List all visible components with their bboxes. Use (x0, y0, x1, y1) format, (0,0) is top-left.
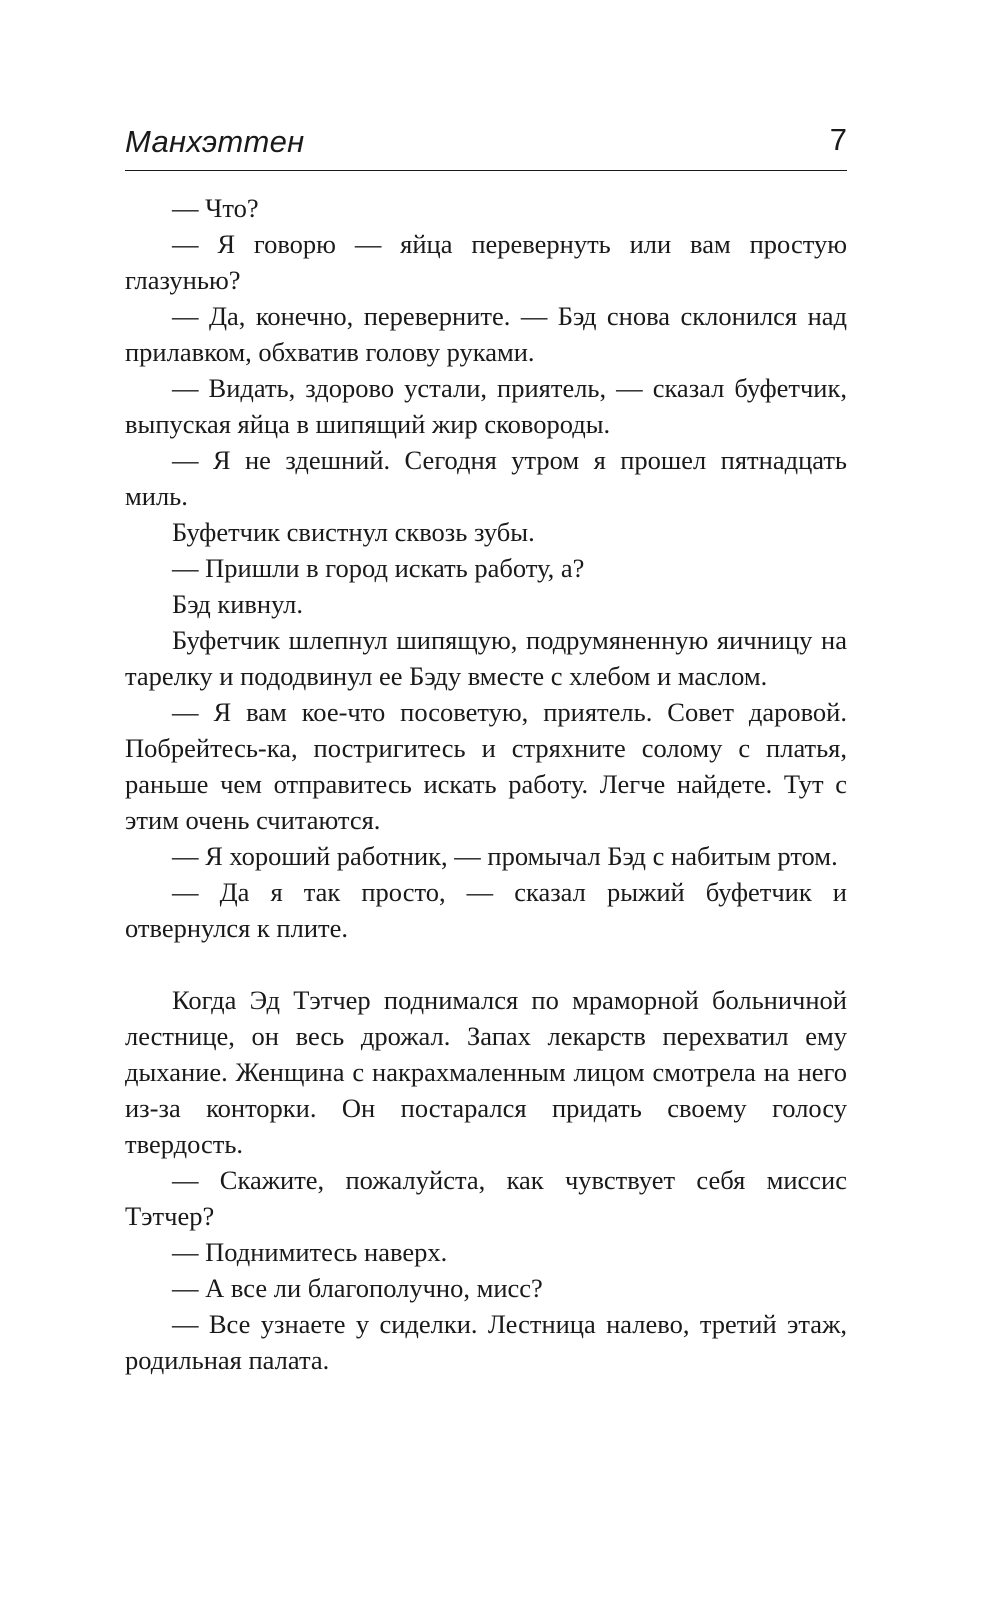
paragraph: — Да я так просто, — сказал рыжий буфетчик и отвернулся к плите. (125, 877, 847, 943)
body-text (125, 190, 847, 1378)
running-title: Манхэттен (125, 124, 305, 159)
paragraph: — Да, конечно, переверните. — Бэд снова склонился над прилавком, обхватив голову руками. (125, 301, 847, 367)
paragraph: — Что? (172, 193, 259, 223)
paragraph: — Скажите, пожалуйста, как чувствует себя миссис Тэтчер? (125, 1165, 847, 1231)
paragraph: — Я вам кое-что посоветую, приятель. Совет даровой. Побрейтесь-ка, постригитесь и стряхните солому с платья, раньше чем отправитесь искать работу. Легче найдете. Тут с этим очень считаются. (125, 697, 847, 835)
paragraph: — Пришли в город искать работу, а? (172, 553, 585, 583)
paragraph: — Поднимитесь наверх. (172, 1237, 448, 1267)
running-header (125, 118, 847, 171)
paragraph: — Все узнаете у сиделки. Лестница налево, третий этаж, родильная палата. (125, 1309, 847, 1375)
paragraph: Буфетчик свистнул сквозь зубы. (172, 517, 535, 547)
paragraph: Когда Эд Тэтчер поднимался по мраморной больничной лестнице, он весь дрожал. Запах лекарств перехватил ему дыхание. Женщина с накрахмаленным лицом смотрела на него из-за конторки. Он постарался придать своему голосу твердость. (125, 985, 847, 1159)
section-break (125, 946, 847, 982)
paragraph: — Я не здешний. Сегодня утром я прошел пятнадцать миль. (125, 445, 847, 511)
paragraph: — Я говорю — яйца перевернуть или вам простую глазунью? (125, 229, 847, 295)
paragraph: — Я хороший работник, — промычал Бэд с набитым ртом. (172, 841, 838, 871)
paragraph: — Видать, здорово устали, приятель, — сказал буфетчик, выпуская яйца в шипящий жир сковороды. (125, 373, 847, 439)
paragraph: Бэд кивнул. (172, 589, 304, 619)
paragraph: — А все ли благополучно, мисс? (172, 1273, 543, 1303)
paragraph: Буфетчик шлепнул шипящую, подрумяненную яичницу на тарелку и пододвинул ее Бэду вместе с хлебом и маслом. (125, 625, 847, 691)
page-number: 7 (829, 122, 847, 157)
